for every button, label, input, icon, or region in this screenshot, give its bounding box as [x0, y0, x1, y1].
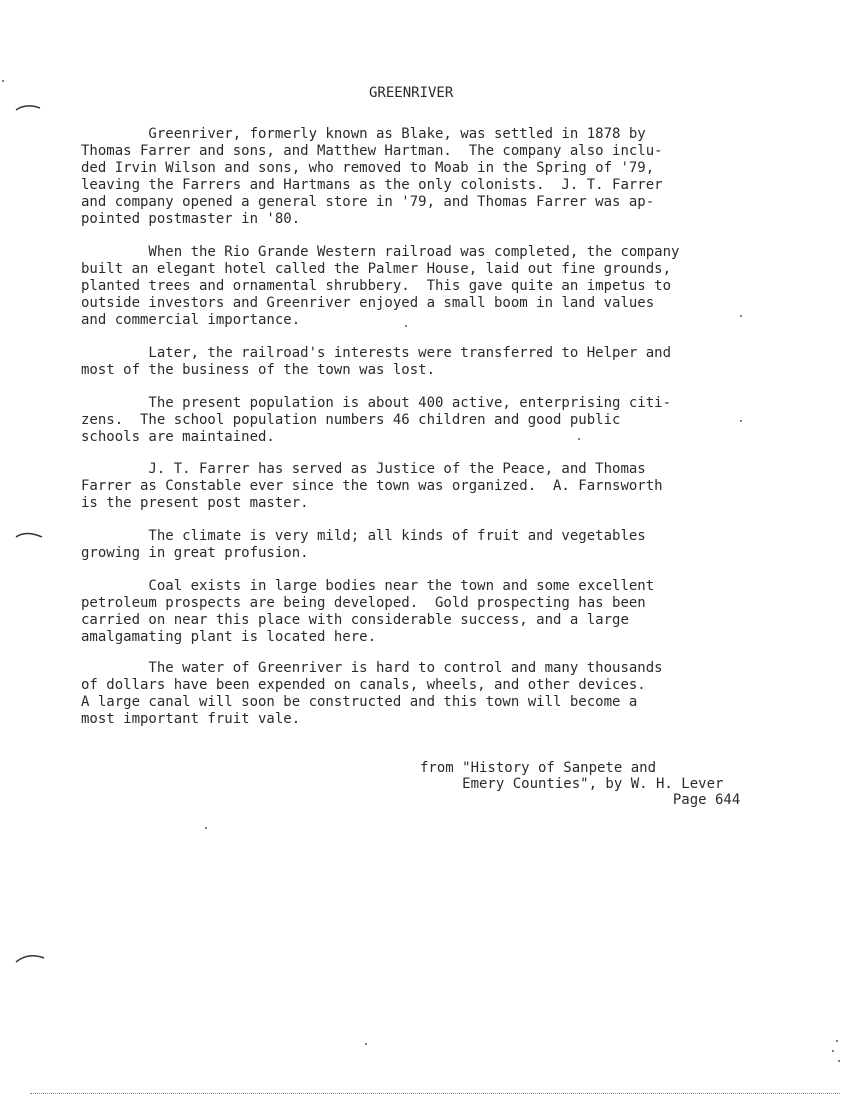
text-line: and commercial importance.: [81, 312, 301, 328]
page-bottom-edge: [30, 1093, 840, 1094]
text-line: planted trees and ornamental shrubbery. This gave quite an impetus to: [81, 278, 672, 294]
text-line: When the Rio Grande Western railroad was completed, the company: [81, 244, 680, 260]
text-line: most important fruit vale.: [81, 711, 301, 727]
citation-line: from "History of Sanpete and: [420, 760, 657, 776]
text-line: Later, the railroad's interests were transferred to Helper and: [81, 345, 672, 361]
text-line: The climate is very mild; all kinds of fruit and vegetables: [81, 528, 646, 544]
text-line: is the present post master.: [81, 495, 309, 511]
scan-speckle: [405, 325, 407, 327]
text-line: most of the business of the town was lost.: [81, 362, 436, 378]
text-line: The present population is about 400 active, enterprising citi-: [81, 395, 672, 411]
text-line: and company opened a general store in '79, and Thomas Farrer was ap-: [81, 194, 655, 210]
text-line: A large canal will soon be constructed and this town will become a: [81, 694, 638, 710]
binder-mark-top: [14, 100, 44, 114]
paragraph-resources: [81, 578, 791, 646]
text-line: zens. The school population numbers 46 children and good public: [81, 412, 621, 428]
text-line: petroleum prospects are being developed. Gold prospecting has been: [81, 595, 646, 611]
text-line: ded Irvin Wilson and sons, who removed to Moab in the Spring of '79,: [81, 160, 655, 176]
text-line: Thomas Farrer and sons, and Matthew Hartman. The company also inclu-: [81, 143, 663, 159]
citation-line: Page 644: [420, 792, 741, 808]
paragraph-water: [81, 660, 791, 728]
scan-speckle: [2, 80, 4, 82]
binder-mark-bottom: [14, 950, 48, 966]
paragraph-helper: [81, 345, 791, 379]
text-line: schools are maintained.: [81, 429, 275, 445]
paragraph-population: [81, 395, 791, 446]
text-line: built an elegant hotel called the Palmer House, laid out fine grounds,: [81, 261, 672, 277]
text-line: Greenriver, formerly known as Blake, was settled in 1878 by: [81, 126, 646, 142]
scan-speckle: [740, 315, 742, 317]
scan-speckle: [832, 1050, 834, 1052]
text-line: pointed postmaster in '80.: [81, 211, 301, 227]
text-line: Farrer as Constable ever since the town was organized. A. Farnsworth: [81, 478, 663, 494]
scan-speckle: [740, 420, 742, 422]
scan-speckle: [836, 1040, 838, 1042]
citation-line: Emery Counties", by W. H. Lever: [420, 776, 724, 792]
paragraph-settlement: [81, 126, 791, 228]
text-line: growing in great profusion.: [81, 545, 309, 561]
scan-speckle: [838, 1060, 840, 1062]
scan-speckle: [578, 438, 580, 440]
source-citation: [420, 760, 790, 808]
paragraph-officials: [81, 461, 791, 512]
paragraph-railroad: [81, 244, 791, 329]
text-line: carried on near this place with considerable success, and a large: [81, 612, 629, 628]
text-line: The water of Greenriver is hard to control and many thousands: [81, 660, 663, 676]
text-line: leaving the Farrers and Hartmans as the only colonists. J. T. Farrer: [81, 177, 663, 193]
binder-mark-middle: [14, 528, 44, 542]
scan-speckle: [365, 1043, 367, 1045]
text-line: Coal exists in large bodies near the town and some excellent: [81, 578, 655, 594]
document-title: GREENRIVER: [369, 85, 454, 101]
text-line: of dollars have been expended on canals, wheels, and other devices.: [81, 677, 646, 693]
paragraph-climate: [81, 528, 791, 562]
text-line: outside investors and Greenriver enjoyed a small boom in land values: [81, 295, 655, 311]
text-line: J. T. Farrer has served as Justice of the Peace, and Thomas: [81, 461, 646, 477]
text-line: amalgamating plant is located here.: [81, 629, 377, 645]
scan-speckle: [205, 827, 207, 829]
